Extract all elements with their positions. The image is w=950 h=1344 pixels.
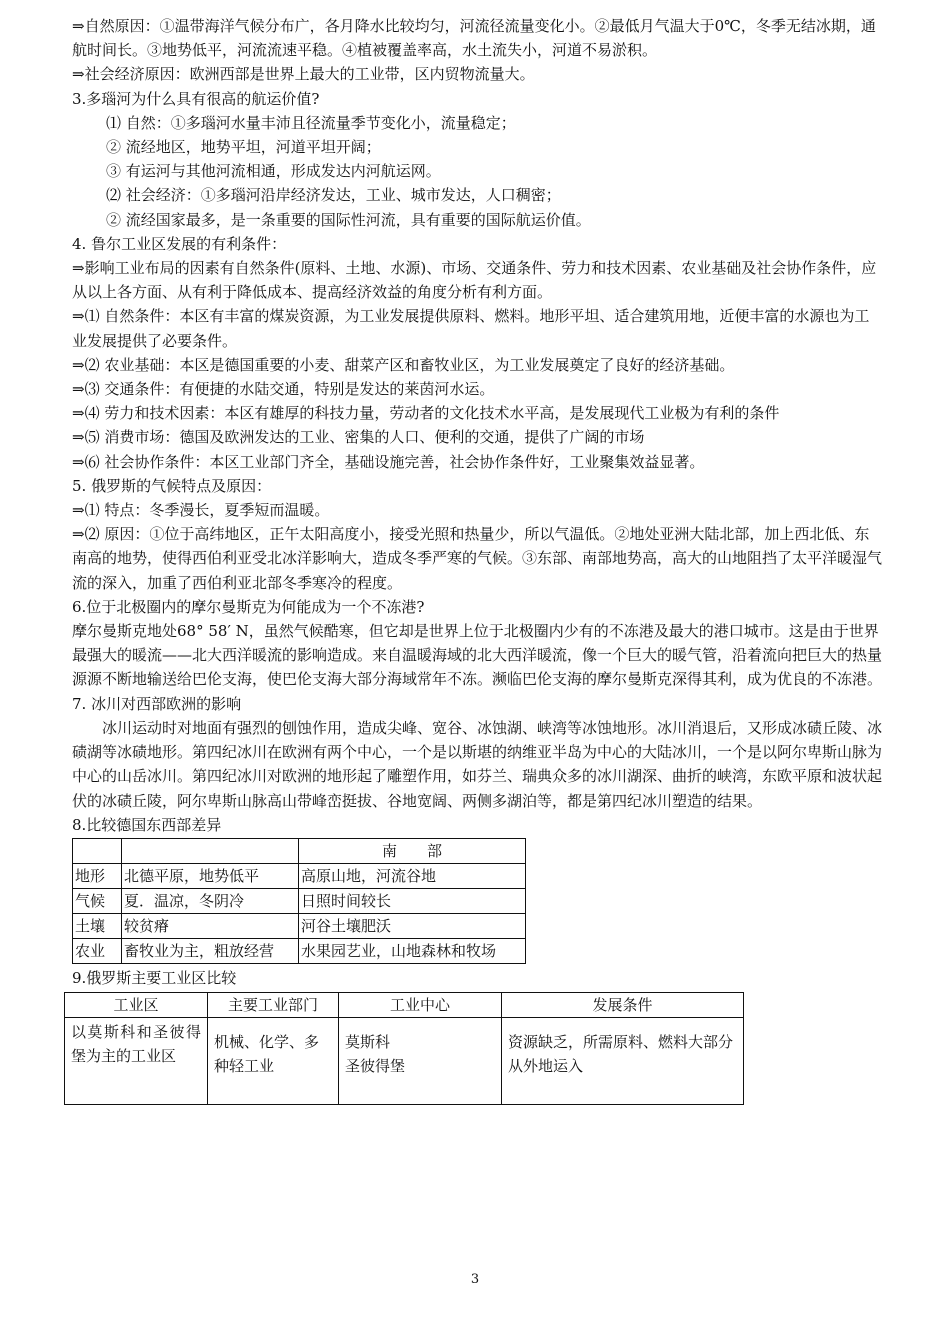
ruhr-point-6: ⇒⑹ 社会协作条件：本区工业部门齐全，基础设施完善，社会协作条件好，工业聚集效益显著。 [72, 452, 705, 471]
table-cell: 南 部 [299, 838, 526, 863]
murmansk-paragraph: 摩尔曼斯克地处68° 58′ N，虽然气候酷寒，但它却是世界上位于北极圈内少有的不冻港及最大的港口城市。这是由于世界最强大的暖流——北大西洋暖流的影响造成。来自温暖海域的北大西洋暖流，像一个巨大的暖气管，沿着流向把巨大的热量源源不断地输送给巴伦支海，使巴伦支海大部分海域常年不冻。濒临巴伦支海的摩尔曼斯克深得其利，成为优良的不冻港。 [72, 622, 883, 689]
ruhr-intro: ⇒影响工业布局的因素有自然条件(原料、土地、水源)、市场、交通条件、劳力和技术因素、农业基础及社会协作条件，应从以上各方面、从有利于降低成本、提高经济效益的角度分析有利方面。 [72, 259, 877, 302]
russia-climate-feature: ⇒⑴ 特点：冬季漫长，夏季短而温暖。 [72, 501, 330, 520]
table-row [73, 863, 526, 888]
section-5-title: 5. 俄罗斯的气候特点及原因： [72, 476, 272, 495]
table-cell: 机械、化学、多种轻工业 [208, 1018, 339, 1105]
section-4-title: 4. 鲁尔工业区发展的有利条件： [72, 234, 287, 253]
table-cell: 河谷土壤肥沃 [299, 913, 526, 938]
socio-economic-reasons: ⇒社会经济原因：欧洲西部是世界上最大的工业带，区内贸物流量大。 [72, 65, 535, 84]
ruhr-point-1: ⇒⑴ 自然条件：本区有丰富的煤炭资源，为工业发展提供原料、燃料。地形平坦、适合建筑用地，近便丰富的水源也为工业发展提供了必要条件。 [72, 307, 870, 350]
page-number: 3 [470, 1272, 480, 1287]
table-row [73, 888, 526, 913]
table-header-cell: 发展条件 [502, 993, 744, 1018]
table-cell: 莫斯科 圣彼得堡 [339, 1018, 502, 1105]
table-header-cell: 主要工业部门 [208, 993, 339, 1018]
section-6-title: 6.位于北极圈内的摩尔曼斯克为何能成为一个不冻港? [72, 597, 425, 616]
table-cell: 夏．温凉，冬阴冷 [122, 888, 299, 913]
table-cell: 土壤 [73, 913, 122, 938]
germany-comparison-table [72, 838, 526, 964]
russia-industry-table [64, 992, 744, 1105]
table-cell: 农业 [73, 938, 122, 963]
section-8-title: 8.比较德国东西部差异 [72, 815, 222, 834]
table-cell [122, 838, 299, 863]
section-9-title: 9.俄罗斯主要工业区比较 [72, 968, 237, 987]
glacier-paragraph: 冰川运动时对地面有强烈的刨蚀作用，造成尖峰、宽谷、冰蚀湖、峡湾等冰蚀地形。冰川消退后，又形成冰碛丘陵、冰碛湖等冰碛地形。第四纪冰川在欧洲有两个中心，一个是以斯堪的纳维亚半岛为中心的大陆冰川，一个是以阿尔卑斯山脉为中心的山岳冰川。第四纪冰川对欧洲的地形起了雕塑作用，如芬兰、瑞典众多的冰川湖深、曲折的峡湾，东欧平原和波状起伏的冰碛丘陵，阿尔卑斯山脉高山带峰峦挺拔、谷地宽阔、两侧多湖泊等，都是第四纪冰川塑造的结果。 [72, 718, 883, 810]
table-header-row [65, 993, 744, 1018]
table-cell: 气候 [73, 888, 122, 913]
table-cell [73, 838, 122, 863]
ruhr-point-4: ⇒⑷ 劳力和技术因素：本区有雄厚的科技力量，劳动者的文化技术水平高，是发展现代工业极为有利的条件 [72, 404, 780, 423]
table-cell: 高原山地，河流谷地 [299, 863, 526, 888]
table-cell: 北德平原，地势低平 [122, 863, 299, 888]
table-cell: 以莫斯科和圣彼得堡为主的工业区 [65, 1018, 208, 1105]
table-cell: 地形 [73, 863, 122, 888]
danube-natural-3: ③ 有运河与其他河流相通，形成发达内河航运网。 [106, 162, 441, 181]
danube-social-2: ② 流经国家最多，是一条重要的国际性河流，具有重要的国际航运价值。 [106, 210, 591, 229]
ruhr-point-3: ⇒⑶ 交通条件：有便捷的水陆交通，特别是发达的莱茵河水运。 [72, 380, 495, 399]
table-cell: 日照时间较长 [299, 888, 526, 913]
table-row [73, 913, 526, 938]
russia-climate-reasons: ⇒⑵ 原因：①位于高纬地区，正午太阳高度小，接受光照和热量少，所以气温低。②地处亚洲大陆北部，加上西北低、东南高的地势，使得西伯利亚受北冰洋影响大，造成冬季严寒的气候。③东部、南部地势高，高大的山地阻挡了太平洋暖湿气流的深入，加重了西伯利亚北部冬季寒冷的程度。 [72, 525, 883, 592]
table-cell: 资源缺乏，所需原料、燃料大部分从外地运入 [502, 1018, 744, 1105]
table-header-cell: 工业区 [65, 993, 208, 1018]
table-header-cell: 工业中心 [339, 993, 502, 1018]
danube-natural-1: ⑴ 自然：①多瑙河水量丰沛且径流量季节变化小，流量稳定； [106, 113, 516, 132]
table-row [73, 938, 526, 963]
table-row [65, 1018, 744, 1105]
ruhr-point-2: ⇒⑵ 农业基础：本区是德国重要的小麦、甜菜产区和畜牧业区，为工业发展奠定了良好的经济基础。 [72, 355, 735, 374]
table-cell: 畜牧业为主，粗放经营 [122, 938, 299, 963]
section-7-title: 7. 冰川对西部欧洲的影响 [72, 694, 242, 713]
table-cell: 水果园艺业，山地森林和牧场 [299, 938, 526, 963]
ruhr-point-5: ⇒⑸ 消费市场：德国及欧洲发达的工业、密集的人口、便利的交通，提供了广阔的市场 [72, 428, 645, 447]
section-3-title: 3.多瑙河为什么具有很高的航运价值? [72, 89, 320, 108]
table-cell: 较贫瘠 [122, 913, 299, 938]
table-header-row [73, 838, 526, 863]
danube-natural-2: ② 流经地区，地势平坦，河道平坦开阔； [106, 138, 381, 157]
document-page [72, 14, 882, 1105]
danube-social-1: ⑵ 社会经济：①多瑙河沿岸经济发达，工业、城市发达，人口稠密； [106, 186, 561, 205]
natural-reasons: ⇒自然原因：①温带海洋气候分布广，各月降水比较均匀，河流径流量变化小。②最低月气温大于0℃，冬季无结冰期，通航时间长。③地势低平，河流流速平稳。④植被覆盖率高，水土流失小，河道不易淤积。 [72, 17, 876, 60]
